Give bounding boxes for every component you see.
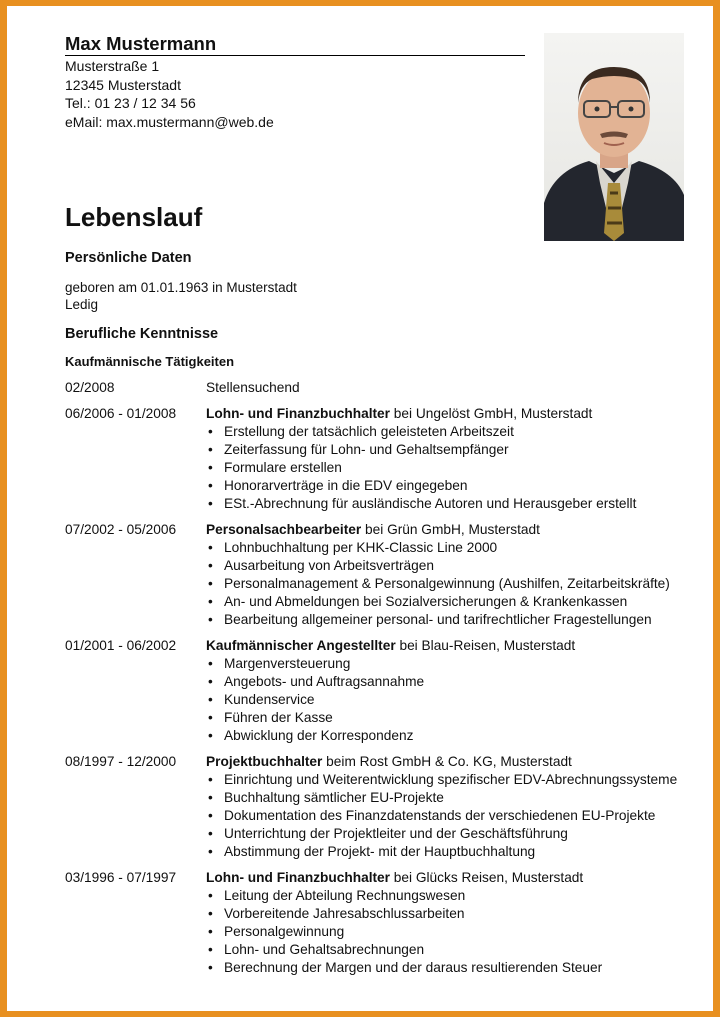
bullet-icon: • xyxy=(208,790,213,805)
bullet-icon: • xyxy=(208,844,213,859)
birth-info: geboren am 01.01.1963 in Musterstadt xyxy=(65,280,297,295)
list-item: • Personalgewinnung xyxy=(208,924,345,939)
list-item: • Erstellung der tatsächlich geleisteten Arbeitszeit xyxy=(208,424,514,439)
employment-entry xyxy=(65,637,705,745)
list-item: • Zeiterfassung für Lohn- und Gehaltsempfänger xyxy=(208,442,509,457)
entry-title: Lohn- und Finanzbuchhalter xyxy=(206,406,390,421)
list-item: • Bearbeitung allgemeiner personal- und tarifrechtlicher Fragestellungen xyxy=(208,612,652,627)
entry-title: Kaufmännischer Angestellter xyxy=(206,638,396,653)
employment-entry xyxy=(65,753,705,861)
professional-subheading: Kaufmännische Tätigkeiten xyxy=(65,354,235,369)
portrait-photo-icon xyxy=(544,33,684,241)
entry-date: 03/1996 - 07/1997 xyxy=(65,870,177,885)
list-item: • Lohn- und Gehaltsabrechnungen xyxy=(208,942,425,957)
bullet-icon: • xyxy=(208,942,213,957)
list-item: • Lohnbuchhaltung per KHK-Classic Line 2000 xyxy=(208,540,498,555)
personal-data xyxy=(65,279,297,313)
list-item: • Vorbereitende Jahresabschlussarbeiten xyxy=(208,906,465,921)
bullet-icon: • xyxy=(208,692,213,707)
list-item: • Unterrichtung der Projektleiter und der Geschäftsführung xyxy=(208,826,568,841)
list-item: • Abstimmung der Projekt- mit der Hauptbuchhaltung xyxy=(208,844,536,859)
employment-entry xyxy=(65,405,705,513)
city: 12345 Musterstadt xyxy=(65,76,181,93)
professional-heading: Berufliche Kenntnisse xyxy=(65,326,219,342)
list-item: • Dokumentation des Finanzdatenstands der verschiedenen EU-Projekte xyxy=(208,808,656,823)
list-item: • Margenversteuerung xyxy=(208,656,351,671)
list-item: • Einrichtung und Weiterentwicklung spezifischer EDV-Abrechnungssysteme xyxy=(208,772,678,787)
bullet-icon: • xyxy=(208,710,213,725)
bullet-icon: • xyxy=(208,460,213,475)
bullet-icon: • xyxy=(208,674,213,689)
cv-document xyxy=(7,6,713,1011)
list-item: • ESt.-Abrechnung für ausländische Autoren und Herausgeber erstellt xyxy=(208,496,637,511)
entry-date: 02/2008 xyxy=(65,380,115,395)
bullet-icon: • xyxy=(208,594,213,609)
entry-date: 06/2006 - 01/2008 xyxy=(65,406,177,421)
phone: Tel.: 01 23 / 12 34 56 xyxy=(65,95,196,111)
entry-date: 08/1997 - 12/2000 xyxy=(65,754,177,769)
bullet-icon: • xyxy=(208,576,213,591)
applicant-name: Max Mustermann xyxy=(65,33,525,56)
entry-employer: bei Glücks Reisen, Musterstadt xyxy=(390,870,584,885)
bullet-icon: • xyxy=(208,826,213,841)
list-item: • Führen der Kasse xyxy=(208,710,333,725)
entry-date: 01/2001 - 06/2002 xyxy=(65,638,177,653)
bullet-icon: • xyxy=(208,906,213,921)
employment-entry xyxy=(65,869,705,977)
employment-entry xyxy=(65,379,705,397)
street: Musterstraße 1 xyxy=(65,58,160,74)
contact-block xyxy=(65,57,274,131)
entry-employer: beim Rost GmbH & Co. KG, Musterstadt xyxy=(322,754,572,769)
entry-title: Projektbuchhalter xyxy=(206,754,323,769)
list-item: • Abwicklung der Korrespondenz xyxy=(208,728,414,743)
email: eMail: max.mustermann@web.de xyxy=(65,113,274,130)
entry-date: 07/2002 - 05/2006 xyxy=(65,522,177,537)
bullet-icon: • xyxy=(208,808,213,823)
bullet-icon: • xyxy=(208,924,213,939)
list-item: • Leitung der Abteilung Rechnungswesen xyxy=(208,888,466,903)
bullet-icon: • xyxy=(208,656,213,671)
bullet-icon: • xyxy=(208,960,213,975)
bullet-icon: • xyxy=(208,496,213,511)
list-item: • An- und Abmeldungen bei Sozialversicherungen & Krankenkassen xyxy=(208,594,628,609)
entry-employer: bei Grün GmbH, Musterstadt xyxy=(361,522,540,537)
list-item: • Buchhaltung sämtlicher EU-Projekte xyxy=(208,790,444,805)
bullet-icon: • xyxy=(208,772,213,787)
bullet-icon: • xyxy=(208,424,213,439)
list-item: • Ausarbeitung von Arbeitsverträgen xyxy=(208,558,435,573)
entry-employer: Stellensuchend xyxy=(206,380,300,395)
page xyxy=(7,6,713,1011)
employment-entry xyxy=(65,521,705,629)
bullet-icon: • xyxy=(208,728,213,743)
entry-title: Personalsachbearbeiter xyxy=(206,522,362,537)
entry-employer: bei Ungelöst GmbH, Musterstadt xyxy=(390,406,593,421)
entry-title: Lohn- und Finanzbuchhalter xyxy=(206,870,390,885)
entry-employer: bei Blau-Reisen, Musterstadt xyxy=(395,638,576,653)
list-item: • Angebots- und Auftragsannahme xyxy=(208,674,425,689)
list-item: • Berechnung der Margen und der daraus resultierenden Steuer xyxy=(208,960,603,975)
list-item: • Kundenservice xyxy=(208,692,315,707)
personal-heading: Persönliche Daten xyxy=(65,250,192,266)
bullet-icon: • xyxy=(208,478,213,493)
page-title: Lebenslauf xyxy=(65,202,203,232)
employment-list xyxy=(65,379,705,985)
bullet-icon: • xyxy=(208,558,213,573)
list-item: • Formulare erstellen xyxy=(208,460,342,475)
bullet-icon: • xyxy=(208,540,213,555)
list-item: • Honorarverträge in die EDV eingegeben xyxy=(208,478,468,493)
list-item: • Personalmanagement & Personalgewinnung (Aushilfen, Zeitarbeitskräfte) xyxy=(208,576,670,591)
bullet-icon: • xyxy=(208,612,213,627)
bullet-icon: • xyxy=(208,888,213,903)
marital-status: Ledig xyxy=(65,297,99,312)
bullet-icon: • xyxy=(208,442,213,457)
